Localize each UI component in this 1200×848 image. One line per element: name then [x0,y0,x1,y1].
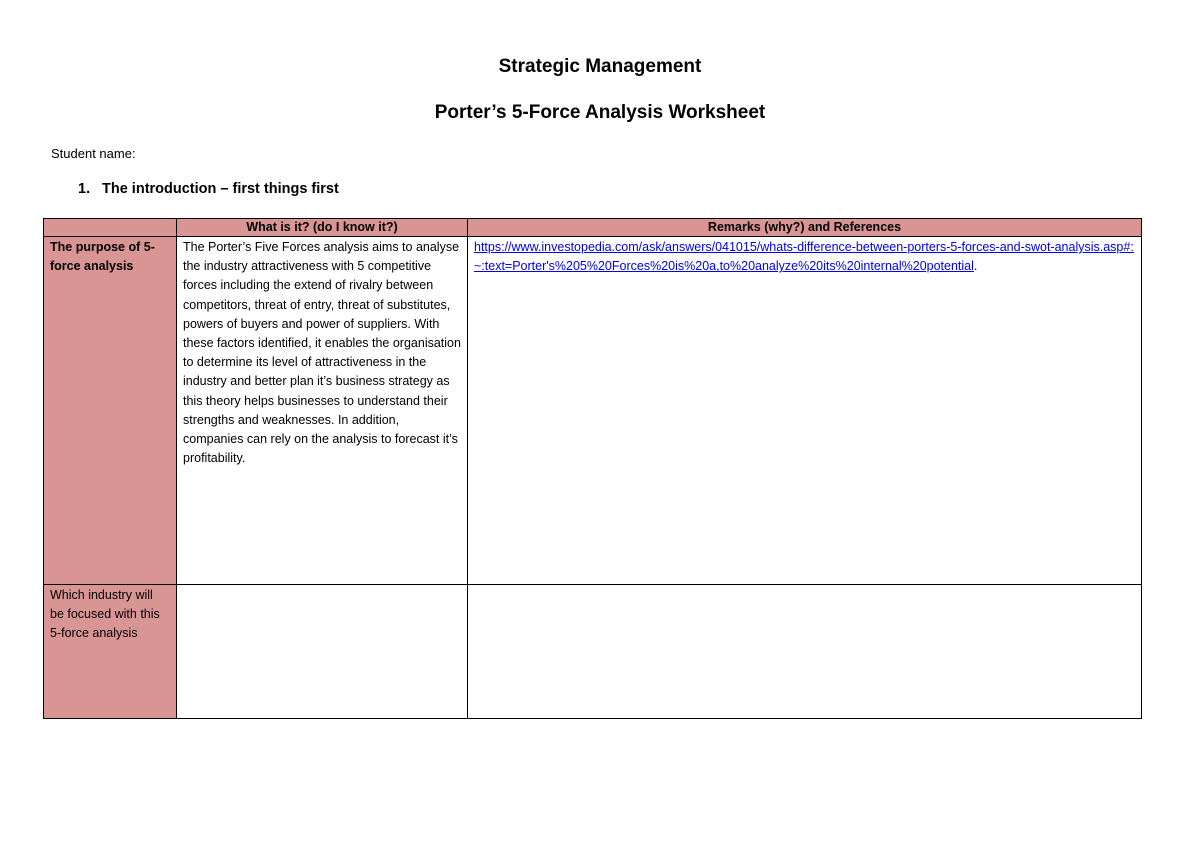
header-what-is-it: What is it? (do I know it?) [177,219,468,237]
row-label-purpose: The purpose of 5-force analysis [44,237,177,585]
student-name-label: Student name: [51,146,136,161]
table-row [44,585,1142,719]
table-row [44,237,1142,585]
section-heading-text: The introduction – first things first [102,181,339,197]
header-remarks: Remarks (why?) and References [468,219,1142,237]
section-heading [78,181,339,197]
cell-what-purpose[interactable]: The Porter’s Five Forces analysis aims to analyse the industry attractiveness with 5 competitive forces including the extend of rivalry between competitors, threat of entry, threat of substitutes, powers of buyers and power of suppliers. With these factors identified, it enables the organisation to determine its level of attractiveness in the industry and better plan it’s business strategy as this theory helps businesses to understand their strengths and weaknesses. In addition, companies can rely on the analysis to forecast it’s profitability. [177,237,468,585]
section-number: 1. [78,181,91,197]
header-cell-blank [44,219,177,237]
reference-suffix: . [973,259,978,274]
cell-what-industry[interactable] [177,585,468,719]
worksheet-table [43,218,1142,719]
document-title: Strategic Management [498,56,702,77]
table-header-row [44,219,1142,237]
document-subtitle: Porter’s 5-Force Analysis Worksheet [434,102,766,123]
cell-remarks-industry[interactable] [468,585,1142,719]
cell-remarks-purpose[interactable] [468,237,1142,585]
row-label-industry: Which industry will be focused with this 5-force analysis [44,585,177,719]
reference-link[interactable]: https://www.investopedia.com/ask/answers/041015/whats-difference-between-porters-5-forces-and-swot-analysis.asp#:~:text=Porter's%205%20Forces%20is%20a,to%20analyze%20its%20internal%20potential [474,240,1134,274]
